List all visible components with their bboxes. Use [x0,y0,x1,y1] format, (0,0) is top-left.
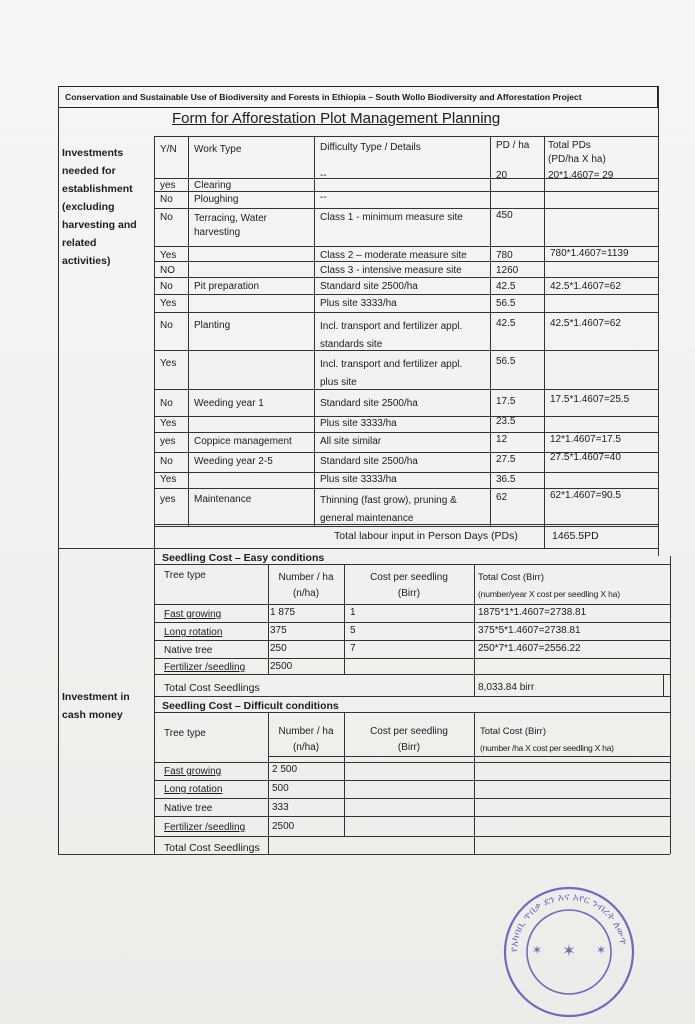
pd-value-header: 20 [496,170,508,181]
svg-text:✶: ✶ [562,943,576,960]
total-labour-label: Total labour input in Person Days (PDs) [334,530,518,542]
col-header-yn: Y/N [160,144,177,155]
easy-total-value: 8,033.84 birr [478,682,535,693]
section-label-investments: Investments needed for establishment (excluding harvesting and related activities) [62,147,137,267]
col-header-pd-ha: PD / ha [496,140,530,151]
easy-total-label: Total Cost Seedlings [164,682,260,694]
col-header-work-type: Work Type [194,144,242,155]
section-label-cash: Investment in cash money [62,691,130,721]
svg-text:✶: ✶ [595,943,607,957]
project-header: Conservation and Sustainable Use of Biodiversity and Forests in Ethiopia – South Wollo Biodiversity and Afforestation Project [58,86,658,108]
svg-text:✶: ✶ [531,943,543,957]
easy-heading: Seedling Cost – Easy conditions [162,552,325,564]
difficult-heading: Seedling Cost – Difficult conditions [162,700,339,712]
difficult-total-label: Total Cost Seedlings [164,842,260,854]
official-stamp [497,884,641,1020]
col-header-difficulty: Difficulty Type / Details [320,142,421,153]
col-header-total-pds: Total PDs [548,140,591,151]
easy-col-tree: Tree type [164,570,206,581]
col-header-total-pds-note: (PD/ha X ha) [548,154,606,165]
difficult-col-tree: Tree type [164,728,206,739]
total-labour-value: 1465.5PD [552,530,599,542]
total-value-header: 20*1.4607= 29 [548,170,614,181]
form-title: Form for Afforestation Plot Management Planning [172,110,501,127]
svg-text:የአካባቢ ጥበቃ ደን እና አየር ንብረት ለውጥ: የአካባቢ ጥበቃ ደን እና አየር ንብረት ለውጥ [508,891,629,953]
form-table: Conservation and Sustainable Use of Biodiversity and Forests in Ethiopia – South Wollo Biodiversity and Afforestation Project Form for Afforestation Plot Management Planning Investments needed for establishment (excluding harvesting and related activities) Investment in cash money Y/N Work Type Difficulty Type / Details PD / ha Total PDs (PD/ha X ha) 20 20*1.4607= 29 -- yes Clearing No Ploughing -- No Terracing, Water harvesting Class 1 - minimum measure site 450 Yes Class 2 – moderate measure site 780 780*1.4607=1139 NO Class 3 - intensive measure site 1260 No Pit preparation Standard site 2500/ha 42.5 42.5*1.4607=62 Yes Plus site 3333/ha 56.5 No Planting Incl. transport and fertilizer appl. standards site 42.5 42.5*1.4607=62 Yes Incl. transport and fertilizer appl. plus site 56.5 No Weeding year 1 Standard site 2500/ha 17.5 17.5*1.4607=25.5 Yes Plus site 3333/ha 23.5 yes Coppice management All site similar 12 12*1.4607=17.5 No Weeding year 2-5 Standard site 2500/ha 27.5 27.5*1.4607=40 Yes Plus site 3333/ha 36.5 yes Maintenance Thinning (fast grow), pruning & general maintenance 62 62*1.4607=90.5 Total labour input in Person Days (PDs) 1465.5PD Seedling Cost – Easy conditions Tree type Number / ha (n/ha) Cost per seedling (Birr) Total Cost (Birr) (number/year X cost per seedling X ha) Fast growing 1 875 1 1875*1*1.4607=2738.81 Long rotation 375 5 375*5*1.4607=2738.81 Native tree 250 7 250*7*1.4607=2556.22 Fertilizer /seedling 2500 Total Cost Seedlings 8,033.84 birr Seedling Cost – Difficult conditions Tree type Number / ha (n/ha) Cost per seedling (Birr) Total Cost (Birr) (number /ha X cost per seedling X ha) Fast growing 2 500 Long rotation 500 Native tree 333 Fertilizer /seedling 2500 Total Cost Seedlings [58,86,670,856]
